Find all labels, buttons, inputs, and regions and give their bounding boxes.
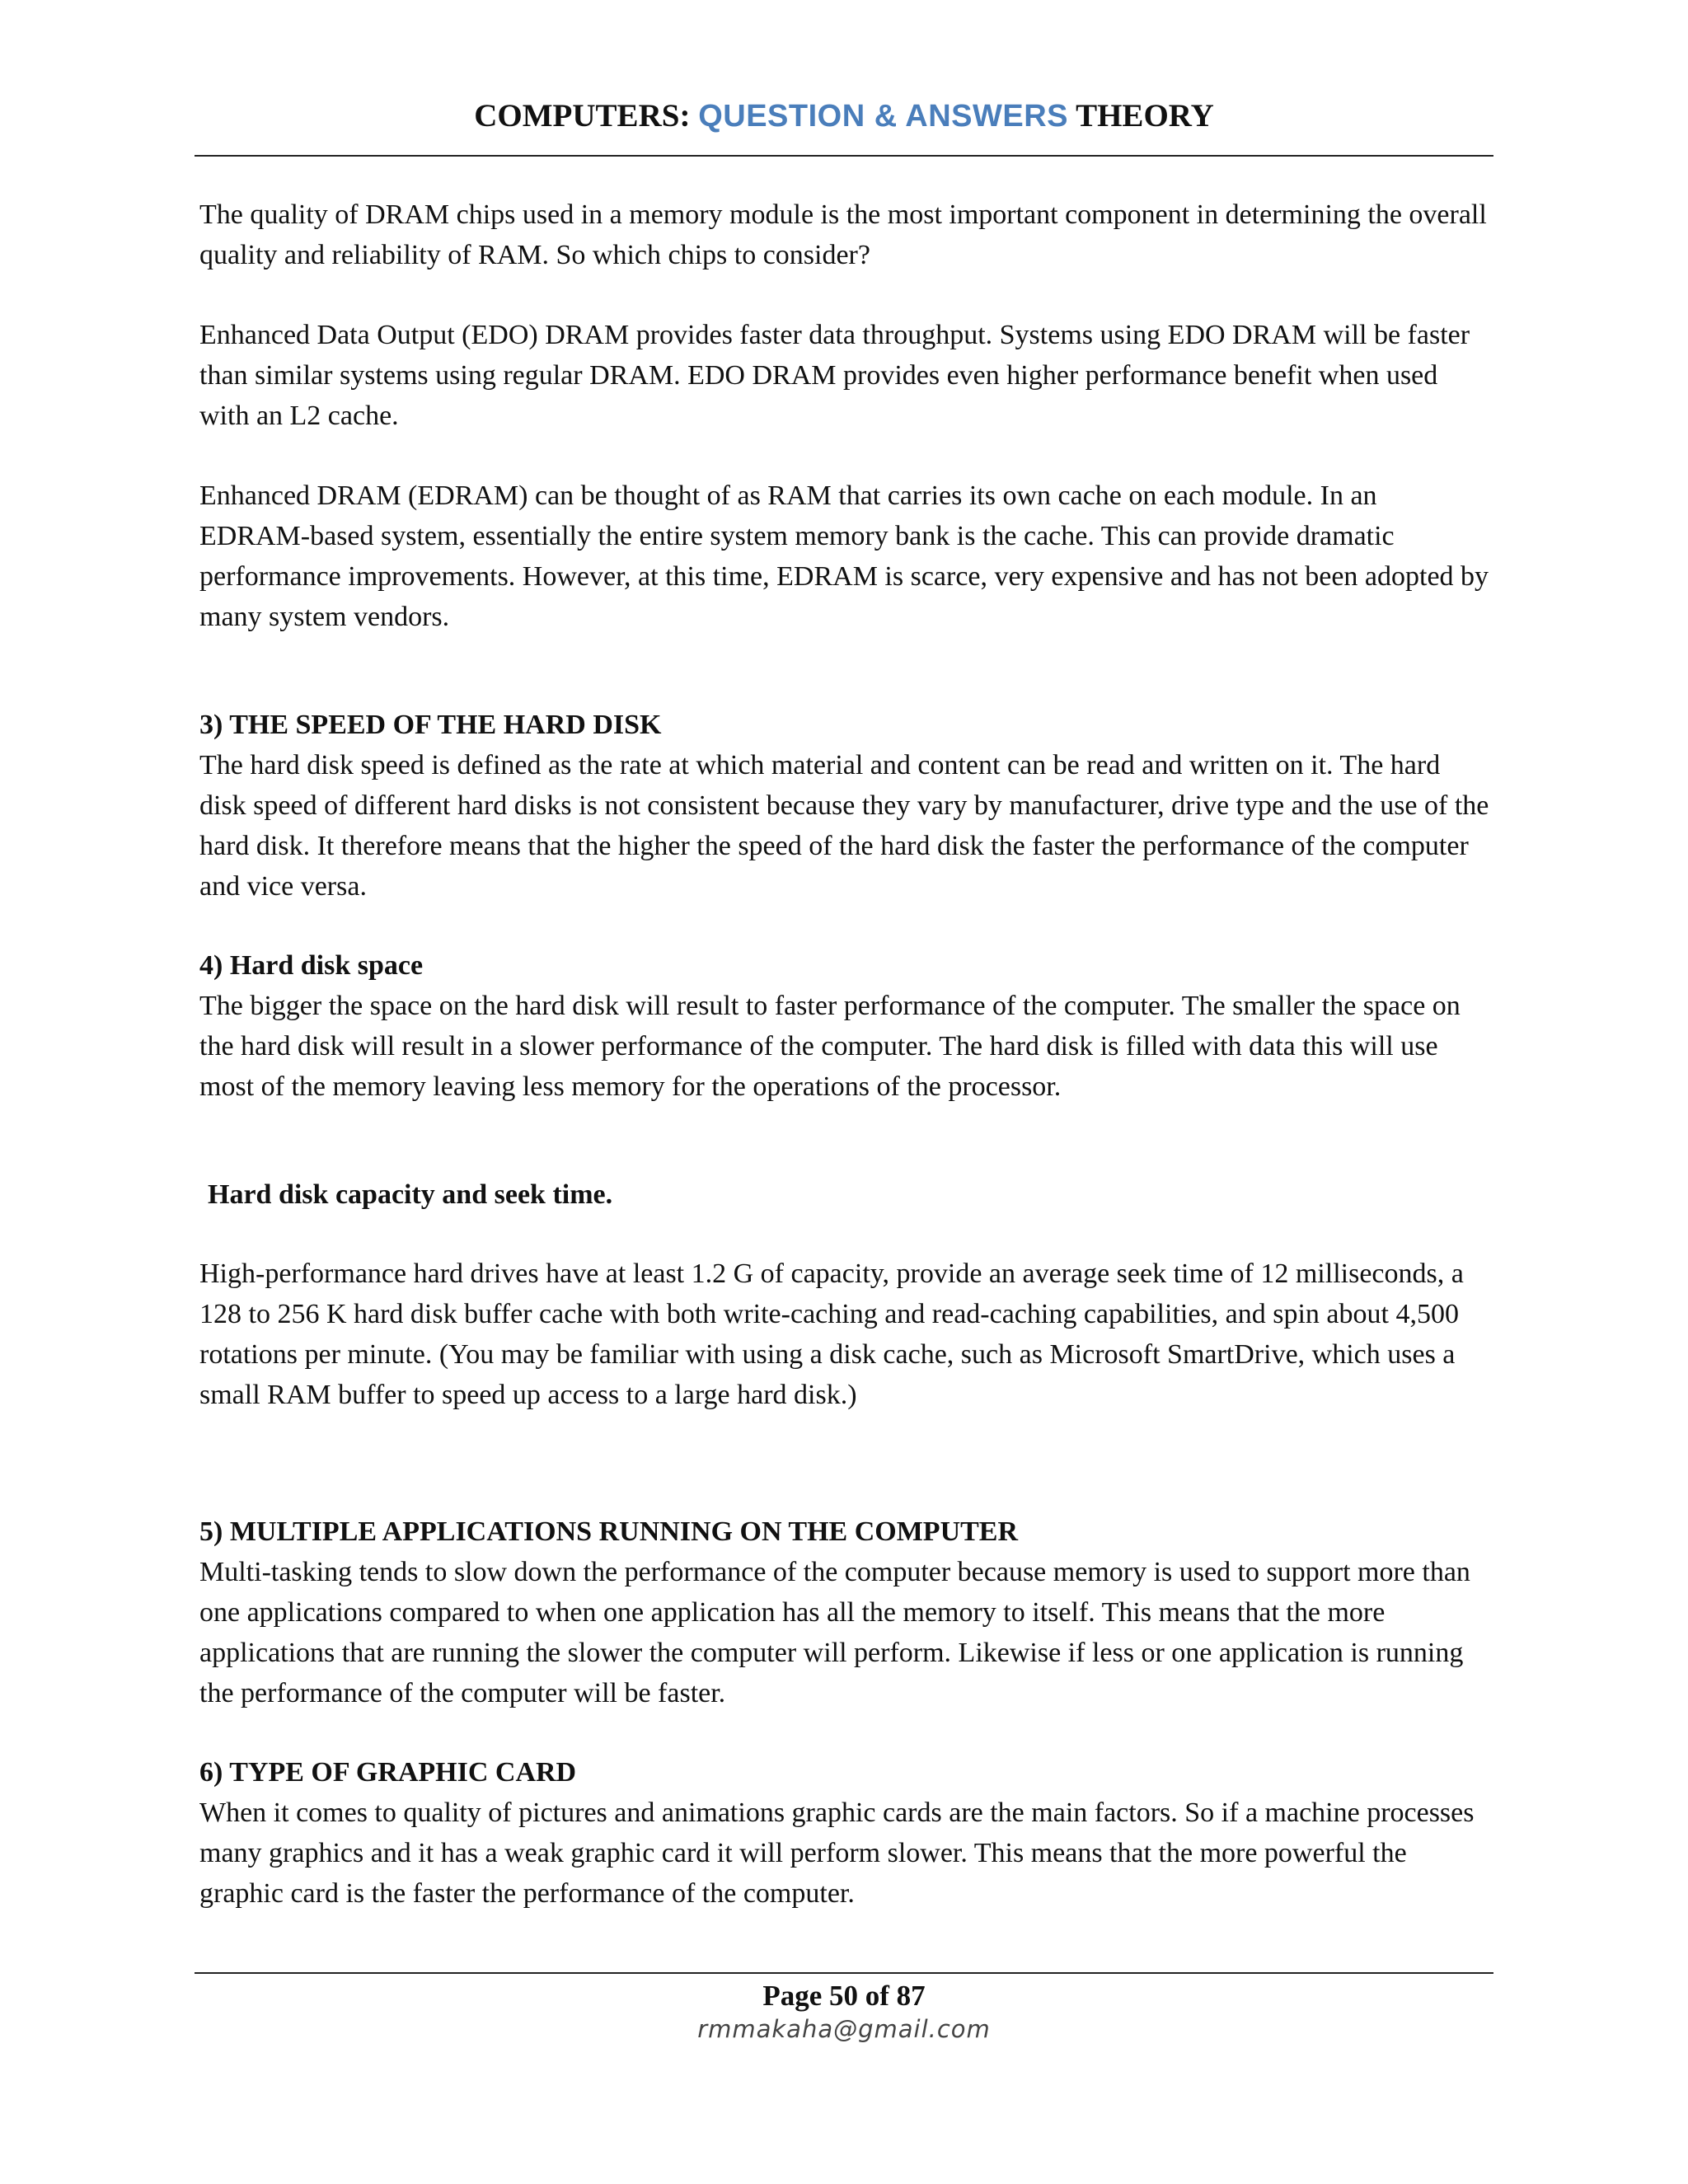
header-rule [195, 155, 1493, 157]
section-heading-graphic-card: 6) TYPE OF GRAPHIC CARD [199, 1757, 577, 1788]
page-header [195, 97, 1493, 136]
header-separator: : [679, 98, 699, 134]
paragraph-multiple-applications: Multi-tasking tends to slow down the performance of the computer because memory is used to support more than one applications compared to when one application has all the memory to itself. This means that the more applications that are running the slower the computer will perform. Likewise if less or one application is running the performance of the computer will be faster. [199, 1557, 1470, 1708]
paragraph-graphic-card: When it comes to quality of pictures and animations graphic cards are the main factors. So if a machine processes many graphics and it has a weak graphic card it will perform slower. This means that the more powerful the graphic card is the faster the performance of the computer. [199, 1797, 1475, 1909]
section-heading-capacity-seek: Hard disk capacity and seek time. [208, 1179, 613, 1210]
paragraph-hard-disk-space: The bigger the space on the hard disk will result to faster performance of the computer. The smaller the space on the hard disk will result in a slower performance of the computer. The hard disk is filled with data this will use most of the memory leaving less memory for the operations of the processor. [199, 991, 1461, 1102]
paragraph-hard-disk-speed: The hard disk speed is defined as the rate at which material and content can be read and written on it. The hard disk speed of different hard disks is not consistent because they vary by manufacturer, drive type and the use of the hard disk. It therefore means that the higher the speed of the hard disk the faster the performance of the computer and vice versa. [199, 750, 1489, 902]
paragraph-dram-quality: The quality of DRAM chips used in a memory module is the most important component in determining the overall quality and reliability of RAM. So which chips to consider? [199, 199, 1487, 270]
paragraph-capacity-seek: High-performance hard drives have at least 1.2 G of capacity, provide an average seek time of 12 milliseconds, a 128 to 256 K hard disk buffer cache with both write-caching and read-caching capabilities, and spin about 4,500 rotations per minute. (You may be familiar with using a disk cache, such as Microsoft SmartDrive, which uses a small RAM buffer to speed up access to a large hard disk.) [199, 1258, 1464, 1410]
section-heading-multiple-applications: 5) MULTIPLE APPLICATIONS RUNNING ON THE COMPUTER [199, 1516, 1019, 1547]
header-accent: QUESTION & ANSWERS [698, 99, 1069, 134]
header-prefix: COMPUTERS [474, 98, 680, 134]
section-heading-hard-disk-speed: 3) THE SPEED OF THE HARD DISK [199, 710, 662, 740]
paragraph-edo-dram: Enhanced Data Output (EDO) DRAM provides faster data throughput. Systems using EDO DRAM will be faster than similar systems using regular DRAM. EDO DRAM provides even higher performance benefit when used with an L2 cache. [199, 320, 1470, 431]
page-number: Page 50 of 87 [762, 1980, 926, 2012]
header-suffix: THEORY [1068, 98, 1214, 134]
paragraph-edram: Enhanced DRAM (EDRAM) can be thought of as RAM that carries its own cache on each module. In an EDRAM-based system, essentially the entire system memory bank is the cache. This can provide dramatic performance improvements. However, at this time, EDRAM is scarce, very expensive and has not been adopted by many system vendors. [199, 480, 1489, 632]
section-heading-hard-disk-space: 4) Hard disk space [199, 950, 424, 981]
author-email: rmmakaha@gmail.com [697, 2015, 991, 2043]
footer-rule [195, 1972, 1493, 1974]
